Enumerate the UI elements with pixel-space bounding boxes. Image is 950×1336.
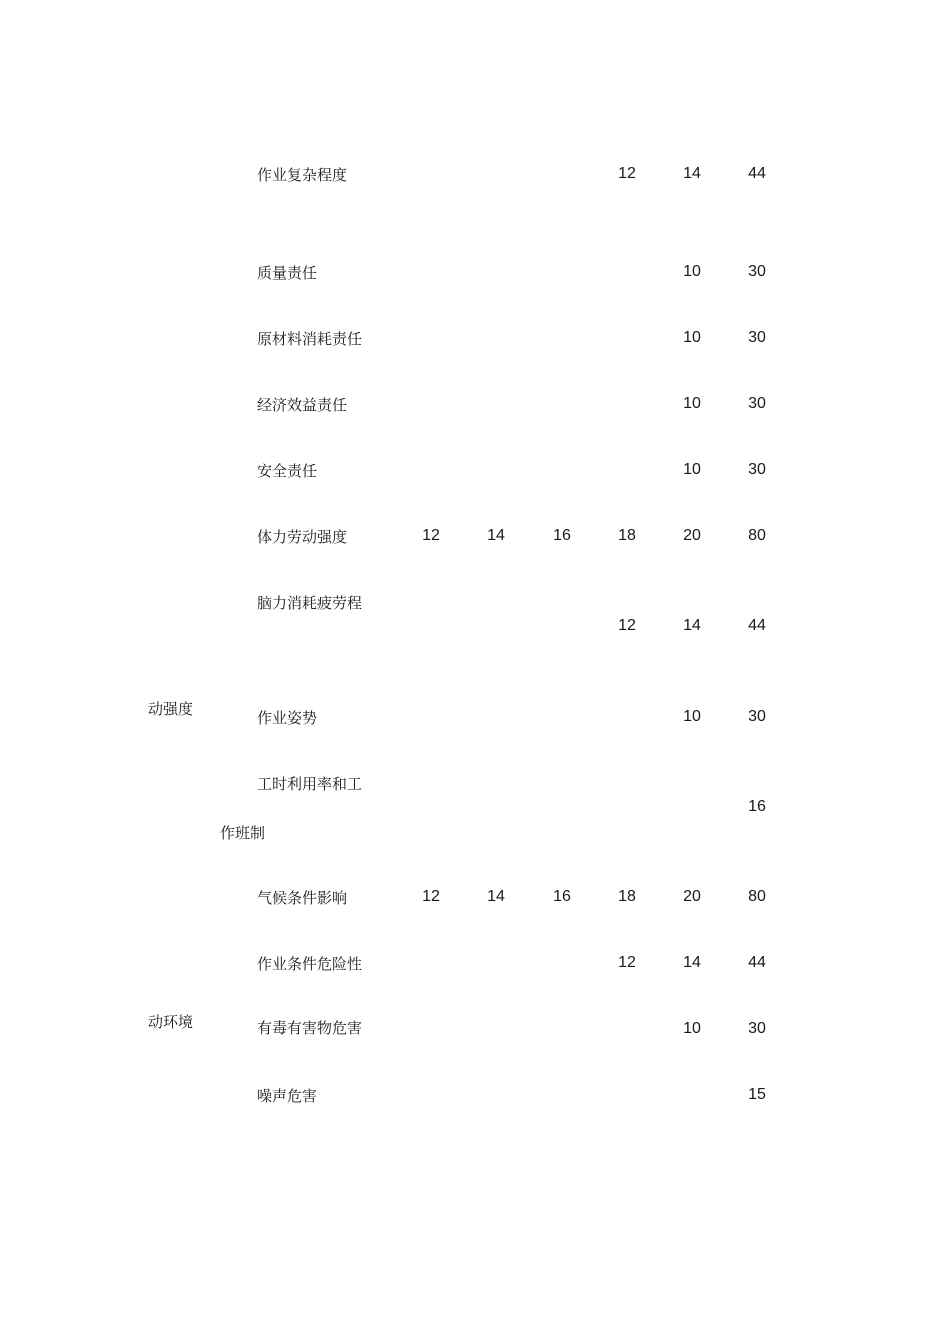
value-cell: 80	[748, 527, 766, 544]
value-cell: 44	[748, 617, 766, 634]
value-cell: 30	[748, 461, 766, 478]
value-cell: 30	[748, 329, 766, 346]
value-cell: 44	[748, 165, 766, 182]
value-cell: 16	[553, 888, 571, 905]
value-cell: 12	[618, 617, 636, 634]
value-cell: 10	[683, 263, 701, 280]
value-cell: 12	[618, 954, 636, 971]
item-label-continuation: 作班制	[220, 824, 266, 842]
value-cell: 18	[618, 527, 636, 544]
item-label: 体力劳动强度	[257, 528, 348, 546]
value-cell: 12	[422, 888, 440, 905]
value-cell: 12	[422, 527, 440, 544]
item-label: 作业姿势	[257, 709, 318, 727]
value-cell: 14	[487, 527, 505, 544]
value-cell: 30	[748, 708, 766, 725]
item-label: 质量责任	[257, 264, 318, 282]
value-cell: 30	[748, 1020, 766, 1037]
value-cell: 15	[748, 1086, 766, 1103]
value-cell: 14	[683, 617, 701, 634]
value-cell: 30	[748, 263, 766, 280]
item-label: 噪声危害	[257, 1087, 318, 1105]
item-label: 安全责任	[257, 462, 318, 480]
group-label: 动强度	[148, 700, 194, 718]
group-label: 动环境	[148, 1013, 194, 1031]
item-label: 脑力消耗疲劳程	[257, 594, 363, 612]
value-cell: 44	[748, 954, 766, 971]
value-cell: 12	[618, 165, 636, 182]
value-cell: 10	[683, 708, 701, 725]
value-cell: 10	[683, 395, 701, 412]
item-label: 作业复杂程度	[257, 166, 348, 184]
value-cell: 14	[683, 954, 701, 971]
value-cell: 20	[683, 888, 701, 905]
item-label: 经济效益责任	[257, 396, 348, 414]
value-cell: 20	[683, 527, 701, 544]
value-cell: 14	[487, 888, 505, 905]
value-cell: 10	[683, 461, 701, 478]
item-label: 工时利用率和工	[257, 775, 363, 793]
value-cell: 18	[618, 888, 636, 905]
item-label: 有毒有害物危害	[257, 1019, 363, 1037]
value-cell: 80	[748, 888, 766, 905]
value-cell: 14	[683, 165, 701, 182]
item-label: 作业条件危险性	[257, 955, 363, 973]
value-cell: 16	[748, 798, 766, 815]
value-cell: 10	[683, 1020, 701, 1037]
value-cell: 10	[683, 329, 701, 346]
value-cell: 30	[748, 395, 766, 412]
item-label: 原材料消耗责任	[257, 330, 363, 348]
value-cell: 16	[553, 527, 571, 544]
item-label: 气候条件影响	[257, 889, 348, 907]
